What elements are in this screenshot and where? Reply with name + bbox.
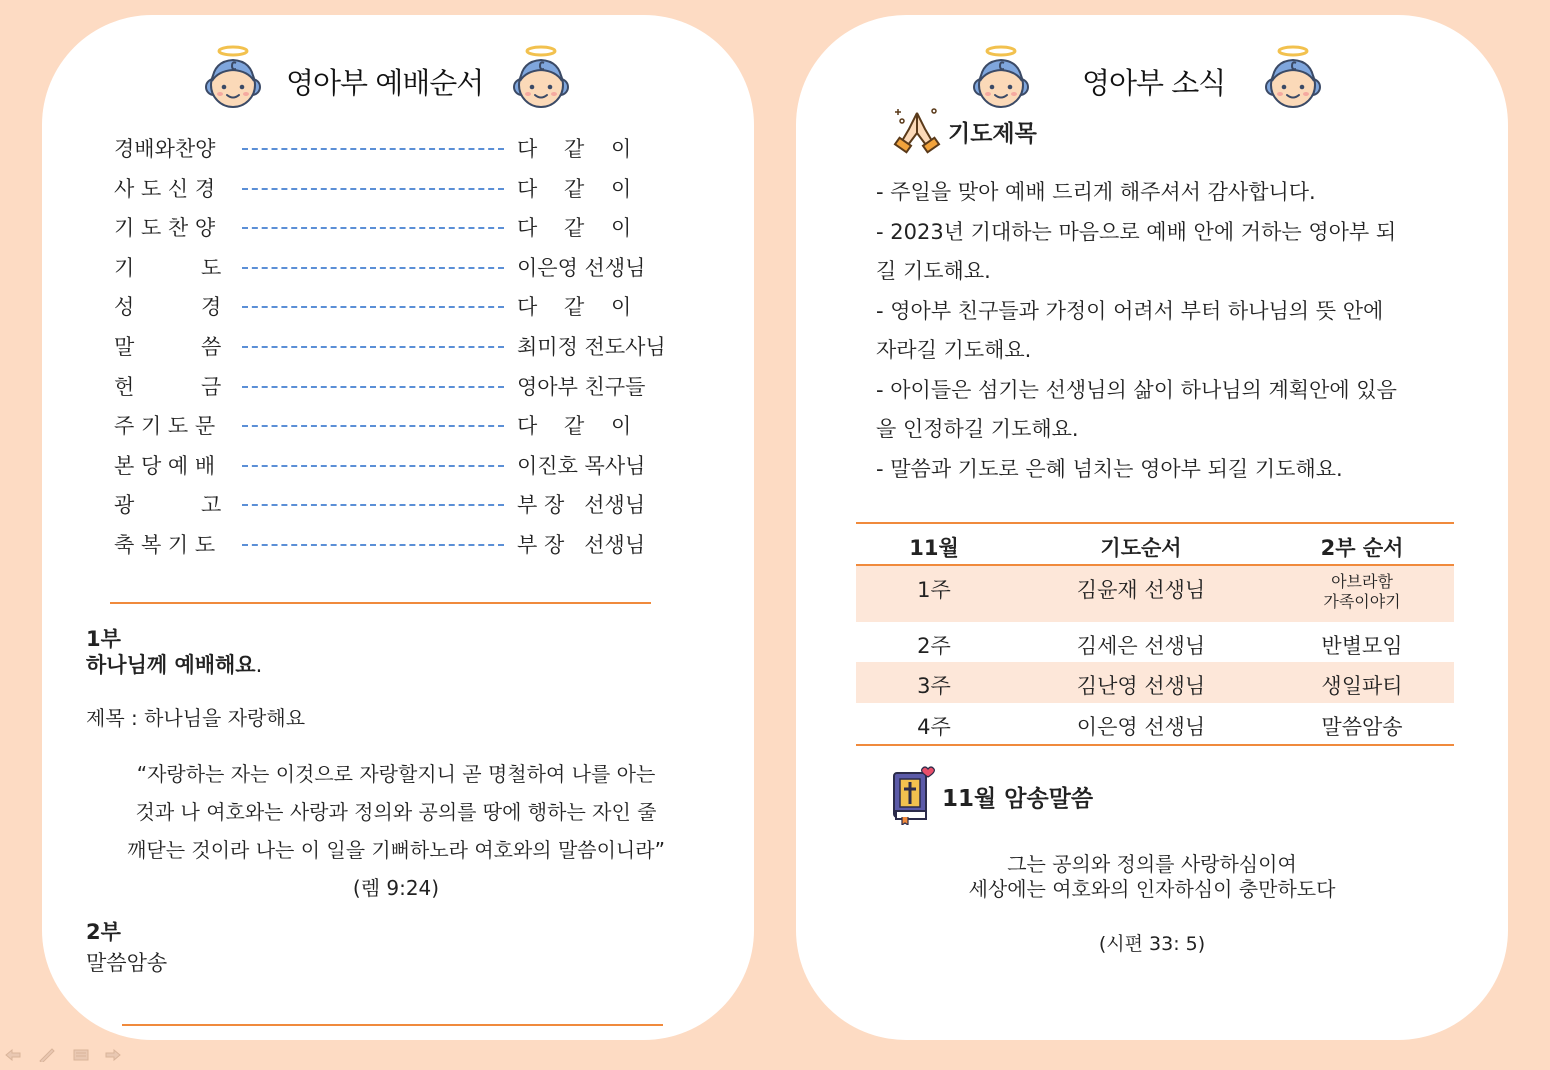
memory-verse-line: 세상에는 여호와의 인자하심이 충만하도다	[968, 877, 1336, 901]
program-line: 아브라함	[1331, 572, 1393, 591]
dotted-leader	[242, 425, 504, 427]
divider	[110, 602, 651, 604]
prayer-line: 자라길 기도해요.	[876, 338, 1032, 362]
table-header: 2부 순서	[1320, 536, 1404, 560]
prayer-line: - 아이들은 섬기는 선생님의 삶이 하나님의 계획안에 있음	[876, 377, 1397, 402]
order-leader: 이은영 선생님	[517, 256, 646, 280]
part1-heading: 1부	[86, 627, 121, 651]
left-panel	[42, 15, 754, 1040]
part1-subtitle	[86, 649, 262, 679]
prayer-line: - 2023년 기대하는 마음으로 예배 안에 거하는 영아부 되	[876, 219, 1397, 244]
menu-icon[interactable]	[72, 1048, 90, 1062]
week-cell: 2주	[917, 634, 951, 658]
order-row	[114, 291, 714, 321]
pen-icon[interactable]	[38, 1048, 56, 1062]
order-row	[114, 133, 714, 163]
order-row	[114, 529, 714, 559]
dotted-leader	[242, 227, 504, 229]
order-row	[114, 371, 714, 401]
dotted-leader	[242, 306, 504, 308]
verse-line: “자랑하는 자는 이것으로 자랑할지니 곧 명철하여 나를 아는	[136, 762, 656, 786]
baby-angel-icon	[200, 43, 266, 109]
order-label: 말 씀	[114, 335, 222, 359]
order-row	[114, 331, 714, 361]
program-cell: 생일파티	[1321, 674, 1403, 698]
sermon-title: 제목 : 하나님을 자랑해요	[86, 706, 306, 730]
prayer-line: - 주일을 맞아 예배 드리게 해주셔서 감사합니다.	[876, 180, 1316, 204]
order-label: 헌 금	[114, 375, 222, 399]
verse-line: 깨닫는 것이라 나는 이 일을 기뻐하노라 여호와의 말씀이니라”	[127, 838, 665, 862]
order-row	[114, 173, 714, 203]
order-row	[114, 450, 714, 480]
baby-angel-icon	[508, 43, 574, 109]
order-leader: 최미정 전도사님	[517, 335, 666, 359]
order-leader: 다 같 이	[517, 137, 632, 161]
order-label: 축 복 기 도	[114, 533, 216, 557]
table-row	[856, 566, 1454, 622]
prayer-line: 을 인정하길 기도해요.	[876, 417, 1079, 441]
order-leader: 부 장 선생님	[517, 533, 646, 557]
prayer-line: 길 기도해요.	[876, 259, 991, 283]
scripture-verse	[86, 755, 706, 907]
table-row	[856, 703, 1454, 744]
worship-order-title: 영아부 예배순서	[286, 66, 484, 100]
verse-reference: (렘 9:24)	[352, 876, 440, 900]
right-panel	[796, 15, 1508, 1040]
part1-subtitle-period: .	[255, 653, 263, 677]
order-label: 주 기 도 문	[114, 414, 216, 438]
dotted-leader	[242, 544, 504, 546]
order-leader: 부 장 선생님	[517, 493, 646, 517]
order-row	[114, 410, 714, 440]
program-cell: 말씀암송	[1321, 715, 1403, 739]
order-row	[114, 212, 714, 242]
order-leader: 다 같 이	[517, 216, 632, 240]
baby-angel-icon	[968, 43, 1034, 109]
dotted-leader	[242, 386, 504, 388]
table-bottom-border	[856, 744, 1454, 746]
memory-verse	[796, 852, 1508, 902]
order-label: 광 고	[114, 493, 222, 517]
prayer-line: - 말씀과 기도로 은혜 넘치는 영아부 되길 기도해요.	[876, 456, 1343, 481]
praying-hands-icon	[890, 103, 944, 157]
prayer-list	[876, 173, 1456, 489]
bible-icon	[888, 765, 938, 825]
prayer-line: - 영아부 친구들과 가정이 어려서 부터 하나님의 뜻 안에	[876, 298, 1384, 323]
dotted-leader	[242, 346, 504, 348]
program-cell	[1270, 572, 1454, 612]
week-cell: 4주	[917, 715, 951, 739]
dotted-leader	[242, 504, 504, 506]
order-row	[114, 252, 714, 282]
part2-text: 말씀암송	[86, 951, 168, 975]
program-cell: 반별모임	[1321, 634, 1403, 658]
order-label: 경배와찬양	[114, 137, 216, 161]
table-header: 11월	[909, 536, 959, 560]
verse-line: 것과 나 여호와는 사랑과 정의와 공의를 땅에 행하는 자인 줄	[135, 800, 657, 824]
order-label: 성 경	[114, 295, 222, 319]
baby-angel-icon	[1260, 43, 1326, 109]
memory-verse-line: 그는 공의와 정의를 사랑하심이여	[1007, 852, 1297, 876]
order-label: 본 당 예 배	[114, 454, 216, 478]
part1-subtitle-text: 하나님께 예배해요	[86, 653, 256, 677]
leader-cell: 이은영 선생님	[1076, 715, 1206, 739]
order-label: 사 도 신 경	[114, 177, 216, 201]
table-row	[856, 622, 1454, 662]
memory-verse-heading: 11월 암송말씀	[942, 786, 1094, 812]
order-leader: 다 같 이	[517, 295, 632, 319]
leader-cell: 김난영 선생님	[1076, 674, 1206, 698]
program-line: 가족이야기	[1323, 592, 1401, 611]
next-slide-icon[interactable]	[104, 1048, 122, 1062]
table-row	[856, 662, 1454, 703]
dotted-leader	[242, 148, 504, 150]
table-header: 기도순서	[1100, 536, 1182, 560]
prayer-heading: 기도제목	[948, 121, 1037, 147]
prev-slide-icon[interactable]	[4, 1048, 22, 1062]
part2-heading: 2부	[86, 920, 121, 944]
order-label: 기 도 찬 양	[114, 216, 216, 240]
leader-cell: 김세은 선생님	[1076, 634, 1206, 658]
order-leader: 이진호 목사님	[517, 454, 646, 478]
leader-cell: 김윤재 선생님	[1076, 578, 1206, 602]
worship-order-header	[42, 43, 754, 113]
week-cell: 3주	[917, 674, 951, 698]
dotted-leader	[242, 188, 504, 190]
week-cell: 1주	[917, 578, 951, 602]
order-row	[114, 489, 714, 519]
dotted-leader	[242, 267, 504, 269]
table-header-row	[856, 524, 1454, 566]
order-leader: 영아부 친구들	[517, 375, 646, 399]
divider	[122, 1024, 663, 1026]
order-label: 기 도	[114, 256, 222, 280]
order-leader: 다 같 이	[517, 177, 632, 201]
order-leader: 다 같 이	[517, 414, 632, 438]
news-title: 영아부 소식	[1082, 66, 1226, 100]
memory-verse-reference: (시편 33: 5)	[1098, 933, 1206, 955]
dotted-leader	[242, 465, 504, 467]
